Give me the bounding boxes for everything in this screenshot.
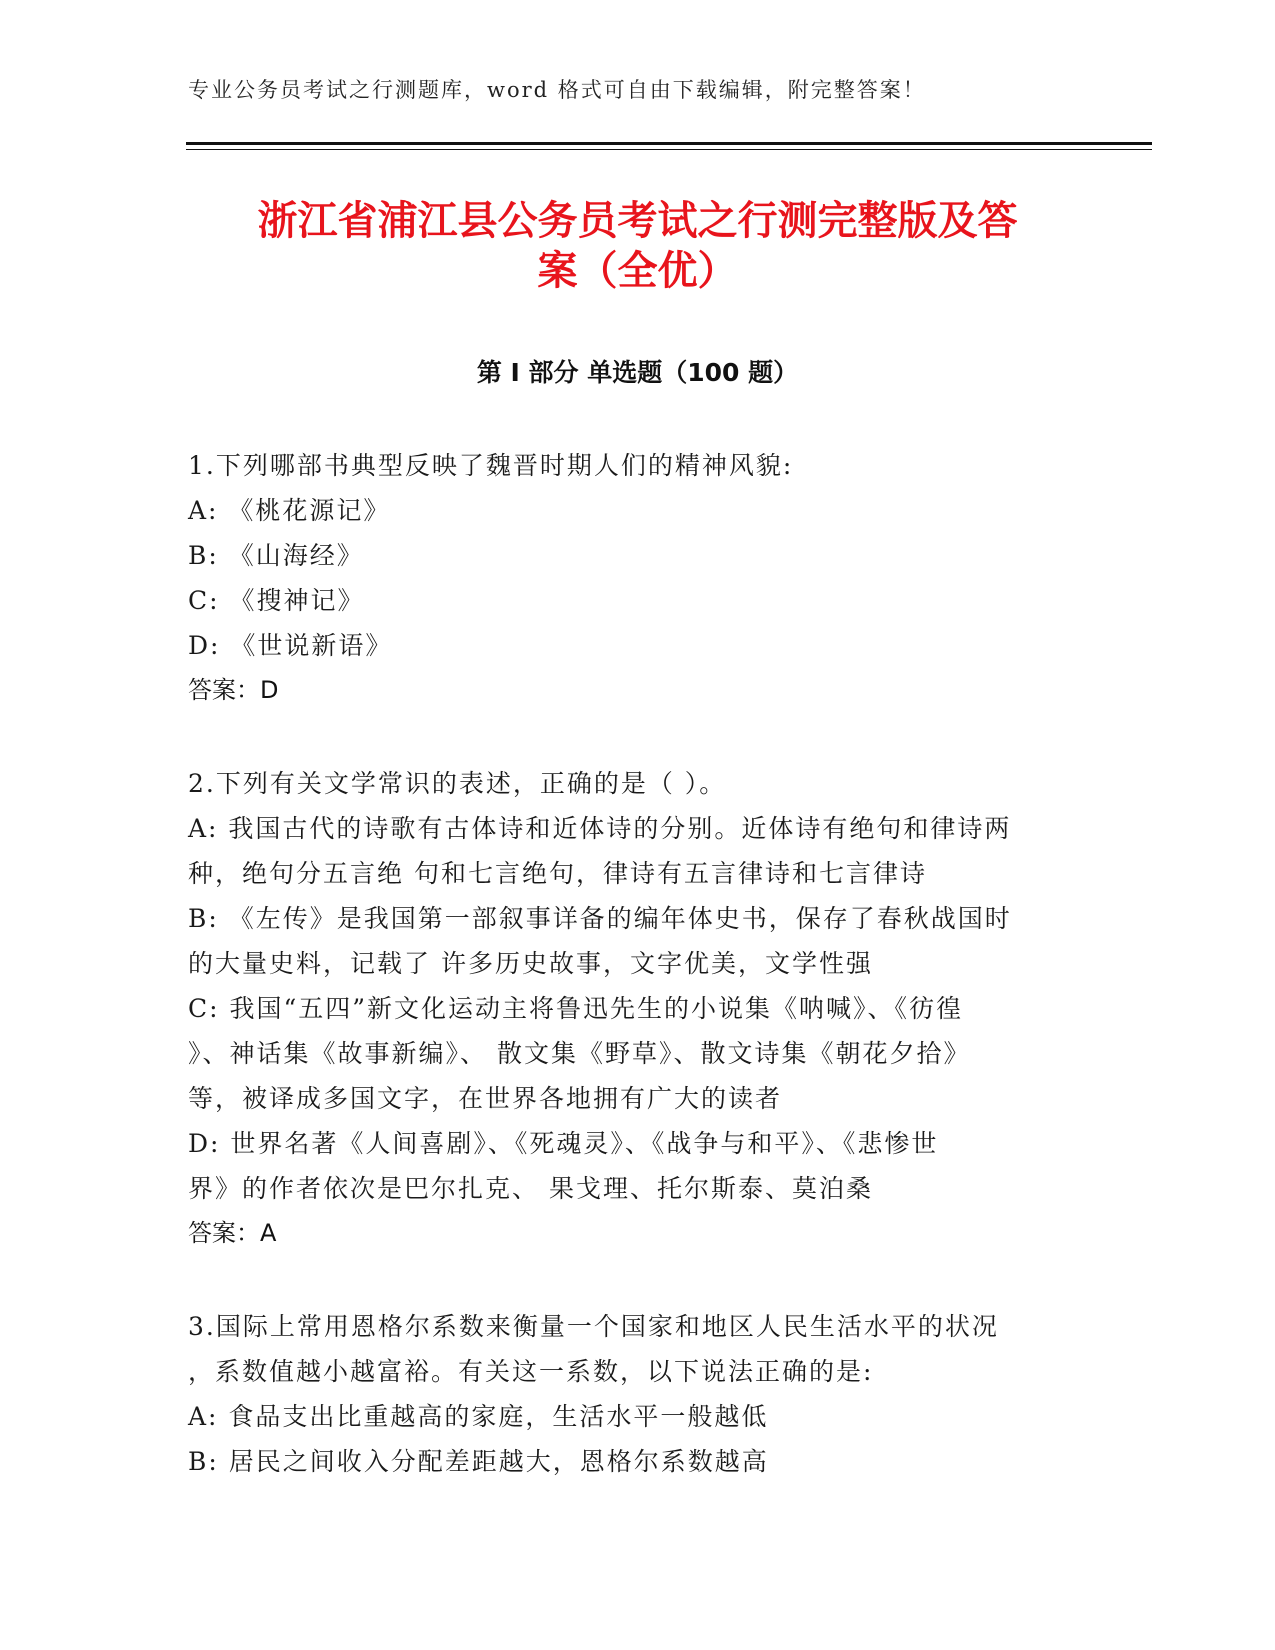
question-stem: 3.国际上常用恩格尔系数来衡量一个国家和地区人民生活水平的状况 (188, 1312, 999, 1341)
question-2 (188, 761, 1088, 1256)
option-b-cont: 的大量史料，记载了 许多历史故事，文字优美，文学性强 (188, 949, 873, 978)
option-a: A: 我国古代的诗歌有古体诗和近体诗的分别。近体诗有绝句和律诗两 (188, 814, 1012, 843)
question-list (188, 443, 1088, 1532)
option-d-cont: 界》的作者依次是巴尔扎克、 果戈理、托尔斯泰、莫泊桑 (188, 1174, 873, 1203)
answer: 答案：A (188, 1219, 277, 1247)
header-rule-thick (186, 142, 1152, 145)
option-a-cont: 种，绝句分五言绝 句和七言绝句，律诗有五言律诗和七言律诗 (188, 859, 927, 888)
option-a: A: 《桃花源记》 (188, 496, 391, 525)
answer: 答案：D (188, 676, 279, 704)
option-c-cont: 等，被译成多国文字，在世界各地拥有广大的读者 (188, 1084, 783, 1113)
option-c: C: 《搜神记》 (188, 586, 365, 615)
question-stem-cont: ，系数值越小越富裕。有关这一系数，以下说法正确的是: (188, 1357, 874, 1386)
header-rule-thin (186, 149, 1152, 150)
option-d: D: 《世说新语》 (188, 631, 393, 660)
title-line-2: 案（全优） (537, 248, 738, 294)
option-d: D: 世界名著《人间喜剧》、《死魂灵》、《战争与和平》、《悲惨世 (188, 1129, 939, 1158)
option-a: A: 食品支出比重越高的家庭，生活水平一般越低 (188, 1402, 769, 1431)
question-1 (188, 443, 1088, 713)
question-stem: 1.下列哪部书典型反映了魏晋时期人们的精神风貌: (188, 451, 794, 480)
option-b: B: 居民之间收入分配差距越大，恩格尔系数越高 (188, 1447, 769, 1476)
question-3 (188, 1304, 1088, 1484)
document-title (160, 196, 1115, 296)
title-line-1: 浙江省浦江县公务员考试之行测完整版及答 (257, 198, 1018, 244)
option-c: C: 我国“五四”新文化运动主将鲁迅先生的小说集《呐喊》、《彷徨 (188, 994, 964, 1023)
option-b: B: 《左传》是我国第一部叙事详备的编年体史书，保存了春秋战国时 (188, 904, 1012, 933)
header-note: 专业公务员考试之行测题库，word 格式可自由下载编辑，附完整答案！ (188, 78, 926, 102)
option-b: B: 《山海经》 (188, 541, 364, 570)
option-c-cont: 》、神话集《故事新编》、 散文集《野草》、散文诗集《朝花夕拾》 (188, 1039, 971, 1068)
section-title: 第 I 部分 单选题（100 题） (476, 358, 799, 387)
question-stem: 2.下列有关文学常识的表述，正确的是（ ）。 (188, 769, 727, 798)
